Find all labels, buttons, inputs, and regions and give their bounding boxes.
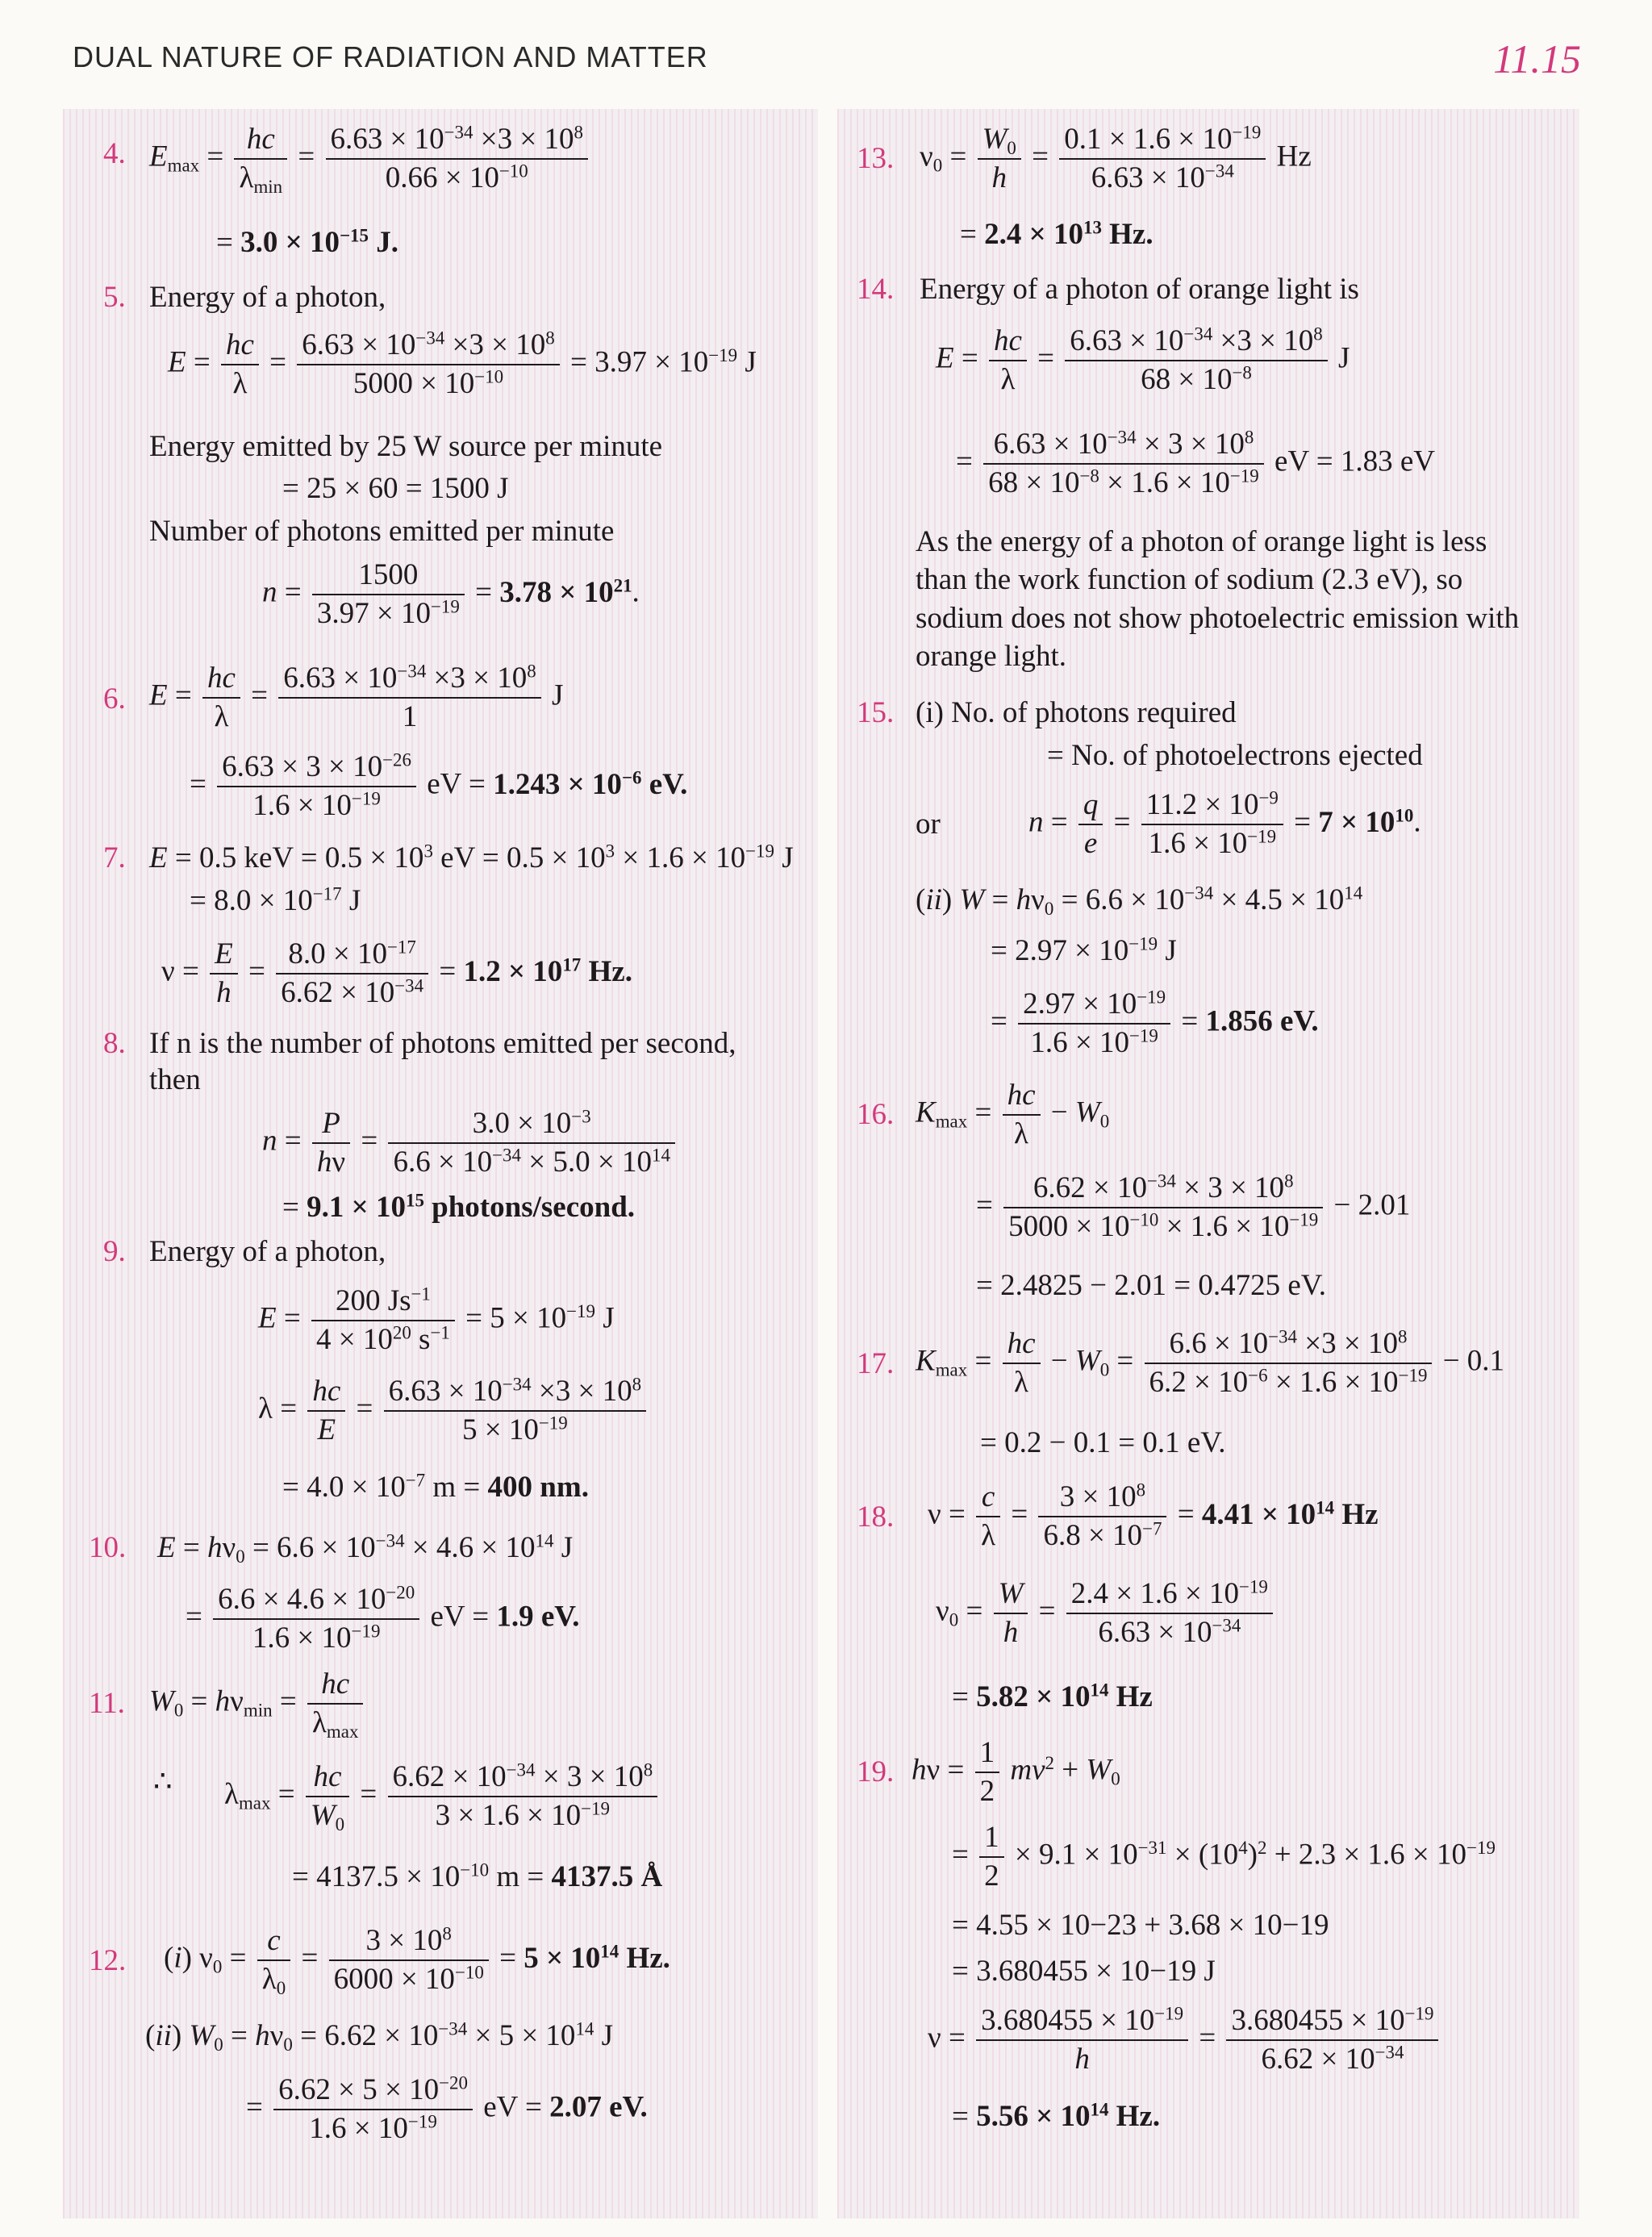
q8-result: = $9.1 \times 10^{15}$ photons/second.: [282, 1190, 636, 1224]
q9-result: = $4.0 \times 10^{-7}$ m = 400 nm.: [282, 1470, 589, 1504]
q5-intro: Energy of a photon,: [149, 281, 386, 314]
q17-number: 17.: [857, 1347, 895, 1380]
q12-work-function: (ii) $W_0 = h\nu_0 = 6.62 \times 10^{-34} \times 5 \times 10^{14}$ J: [145, 2018, 614, 2055]
q11-number: 11.: [89, 1687, 125, 1720]
q15-photon-count: n = $\frac{q}{e}$ = $\frac{11.2 \times 10^{-9}}{1.6 \times 10^{-19}}$ = $7 \times 10^{10}$.: [1028, 787, 1421, 861]
q9-intro: Energy of a photon,: [149, 1235, 386, 1268]
q4-equation: $E_{max}$ = hc $\lambda_{min}$ = $\frac{6.63 \times 10^{-34} \times 3 \times 10^8}{0.66 \times 10^{-10}}$: [149, 121, 591, 198]
q14-para-line3: sodium does not show photoelectric emission with: [916, 602, 1520, 635]
q12-number: 12.: [89, 1944, 127, 1977]
q13-equation: $\nu_0$ = $\frac{W_0}{h}$ = $\frac{0.1 \times 1.6 \times 10^{-19}}{6.63 \times 10^{-34}}$ Hz: [920, 122, 1312, 195]
q15-part-ii: (ii) $W = h\nu_0 = 6.6 \times 10^{-34} \times 4.5 \times 10^{14}$: [916, 883, 1363, 919]
q9-wavelength: λ = $\frac{hc}{E}$ = $\frac{6.63 \times 10^{-34} \times 3 \times 10^8}{5 \times 10^{-19}}$: [258, 1373, 649, 1450]
q18-frequency: ν = $\frac{c}{\lambda}$ = $\frac{3 \times 10^8}{6.8 \times 10^{-7}}$ = $4.41 \times 10^{14}$ Hz: [928, 1480, 1379, 1553]
q18-number: 18.: [857, 1500, 895, 1534]
q10-number: 10.: [89, 1531, 127, 1564]
q14-para-line2: than the work function of sodium (2.3 eV), so: [916, 563, 1463, 596]
q8-intro-line1: If n is the number of photons emitted per second,: [149, 1027, 736, 1060]
q7-energy: E = 0.5 keV = $0.5 \times 10^3$ eV = $0.5 \times 10^3 \times 1.6 \times 10^{-19}$ J: [149, 841, 794, 874]
q14-energy-ev: = $\frac{6.63 \times 10^{-34} \times 3 \times 10^8}{68 \times 10^{-8} \times 1.6 \times 10^{-19}}$ eV = 1.83 eV: [956, 427, 1435, 500]
q5-emitted-calc: = 25 × 60 = 1500 J: [282, 472, 509, 505]
q14-para-line4: orange light.: [916, 640, 1067, 673]
q9-energy: E = $\frac{200 Js^{-1}}{4 \times 10^{20} s^{-1}}$ = $5 \times 10^{-19}$ J: [258, 1283, 615, 1357]
q16-equation: $K_{max}$ = $\frac{hc}{\lambda}$ − $W_0$: [916, 1079, 1110, 1151]
q6-number: 6.: [103, 682, 126, 716]
q12-result: = $\frac{6.62 \times 5 \times 10^{-20}}{1.6 \times 10^{-19}}$ eV = 2.07 eV.: [246, 2072, 648, 2146]
q19-result: = $5.56 \times 10^{14}$ Hz.: [952, 2099, 1161, 2133]
q18-threshold: $\nu_0$ = $\frac{W}{h}$ = $\frac{2.4 \times 1.6 \times 10^{-19}}{6.63 \times 10^{-34}}$: [936, 1575, 1276, 1652]
q11-wavelength: $\lambda_{max}$ = $\frac{hc}{W_0}$ = $\frac{6.62 \times 10^{-34} \times 3 \times 10^8}{3 \times 1.6 \times 10^{-19}}$: [224, 1759, 661, 1835]
q8-equation: n = $\frac{P}{h\nu}$ = $\frac{3.0 \times 10^{-3}}{6.6 \times 10^{-34} \times 5.0 \times 10^{14}}$: [262, 1105, 678, 1182]
q10-result: = $\frac{6.6 \times 4.6 \times 10^{-20}}{1.6 \times 10^{-19}}$ eV = 1.9 eV.: [186, 1582, 580, 1655]
q18-result: = $5.82 \times 10^{14}$ Hz: [952, 1680, 1153, 1713]
q10-energy: $E = h\nu_0 = 6.6 \times 10^{-34} \times 4.6 \times 10^{14}$ J: [157, 1530, 574, 1567]
q16-substitution: = $\frac{6.62 \times 10^{-34} \times 3 \times 10^8}{5000 \times 10^{-10} \times 1.6 \times 10^{-19}}$ − 2.01: [976, 1171, 1411, 1244]
q8-number: 8.: [103, 1027, 126, 1060]
q11-therefore: ∴: [153, 1765, 173, 1798]
q19-energy: = 3.680455 × 10−19 J: [952, 1955, 1216, 1988]
q19-sum: = 4.55 × 10−23 + 3.68 × 10−19: [952, 1909, 1329, 1942]
q15-or: or: [916, 808, 941, 841]
q7-energy-result: = $8.0 \times 10^{-17}$ J: [190, 883, 361, 917]
q15-equals-text: = No. of photoelectrons ejected: [1047, 739, 1423, 772]
q12-threshold-frequency: (i) $\nu_0$ = $\frac{c}{\lambda_0}$ = $\frac{3 \times 10^8}{6000 \times 10^{-10}}$ = $5 \times 10^{14}$ Hz.: [164, 1923, 670, 1999]
q14-number: 14.: [857, 273, 895, 306]
q19-frequency: ν = $\frac{3.680455 \times 10^{-19}}{h}$ = $\frac{3.680455 \times 10^{-19}}{6.62 \times 10^{-34}}$: [928, 2002, 1441, 2079]
q15-part-i: (i) No. of photons required: [916, 696, 1237, 729]
q19-number: 19.: [857, 1755, 895, 1788]
q9-number: 9.: [103, 1235, 126, 1268]
q4-number: 4.: [103, 137, 126, 170]
q5-number-text: Number of photons emitted per minute: [149, 515, 615, 548]
q5-number: 5.: [103, 281, 126, 314]
q17-equation: $K_{max}$ = $\frac{hc}{\lambda}$ − $W_0$ = $\frac{6.6 \times 10^{-34} \times 3 \times 10^8}{6.2 \times 10^{-6} \times 1.6 \times 10^{-19}}$ − 0.1: [916, 1326, 1505, 1400]
q15-number: 15.: [857, 696, 895, 729]
q8-intro-line2: then: [149, 1063, 201, 1096]
q6-equation: E = $\frac{hc}{\lambda}$ = $\frac{6.63 \times 10^{-34} \times 3 \times 10^8}{1}$ J: [149, 661, 564, 734]
running-header: DUAL NATURE OF RADIATION AND MATTER: [73, 40, 708, 73]
q16-result: = 2.4825 − 2.01 = 0.4725 eV.: [976, 1269, 1326, 1302]
q14-intro: Energy of a photon of orange light is: [920, 273, 1359, 306]
q6-result: = $\frac{6.63 \times 3 \times 10^{-26}}{1.6 \times 10^{-19}}$ eV = $1.243 \times 10^{-6}$ eV.: [190, 749, 688, 823]
page-number: 11.15: [1493, 36, 1581, 81]
q7-frequency: ν = $\frac{E}{h}$ = $\frac{8.0 \times 10^{-17}}{6.62 \times 10^{-34}}$ = $1.2 \times 10^{17}$ Hz.: [161, 937, 632, 1010]
q7-number: 7.: [103, 841, 126, 874]
q4-result: = $3.0 \times 10^{-15}$ J.: [216, 225, 398, 259]
q19-substitution: = $\frac{1}{2}$ × $9.1 \times 10^{-31} \times (10^4)^2 + 2.3 \times 1.6 \times 10^{-19}$: [952, 1821, 1496, 1893]
q15-work-ev: = $\frac{2.97 \times 10^{-19}}{1.6 \times 10^{-19}}$ = 1.856 eV.: [991, 987, 1319, 1060]
q19-equation: hν = $\frac{1}{2}$ $mv^2 + W_0$: [912, 1736, 1120, 1809]
q13-number: 13.: [857, 142, 895, 175]
q5-photon-count: n = $\frac{1500}{3.97 \times 10^{-19}}$ = $3.78 \times 10^{21}$.: [262, 558, 640, 631]
q16-number: 16.: [857, 1098, 895, 1131]
q13-result: = $2.4 \times 10^{13}$ Hz.: [960, 217, 1153, 251]
q11-work-function: $W_0 = h\nu_{min}$ = hc $\lambda_{max}$: [149, 1666, 366, 1742]
q11-result: = $4137.5 \times 10^{-10}$ m = 4137.5 Å: [292, 1859, 663, 1893]
q15-work-joule: = $2.97 \times 10^{-19}$ J: [991, 933, 1177, 967]
q14-energy: E = $\frac{hc}{\lambda}$ = $\frac{6.63 \times 10^{-34} \times 3 \times 10^8}{68 \times 10^{-8}}$ J: [936, 323, 1350, 397]
q14-para-line1: As the energy of a photon of orange light is less: [916, 525, 1487, 558]
q5-emitted-text: Energy emitted by 25 W source per minute: [149, 430, 663, 463]
q5-equation: E = $\frac{hc}{\lambda}$ = $\frac{6.63 \times 10^{-34} \times 3 \times 10^8}{5000 \times 10^{-10}}$ = $3.97 \times 10^{-19}$ J: [168, 328, 757, 401]
q17-result: = 0.2 − 0.1 = 0.1 eV.: [980, 1426, 1226, 1459]
